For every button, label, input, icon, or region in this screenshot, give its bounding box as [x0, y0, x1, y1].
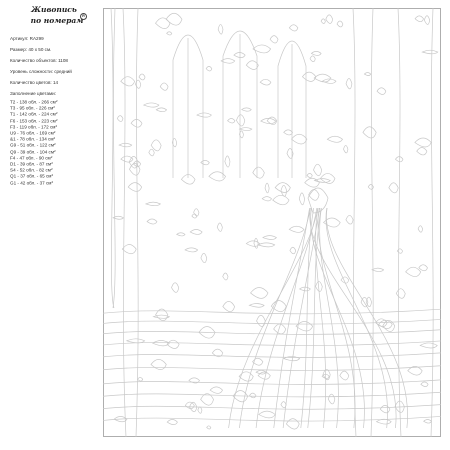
color-row-text: T1 - 142 обл. - 224 см	[10, 111, 56, 117]
article-line: Артикул: RA299	[10, 36, 44, 41]
color-row-unit-exponent: 2	[50, 154, 53, 159]
product-info	[10, 36, 100, 186]
canvas-border	[104, 9, 441, 437]
color-row-text: Q1 - 37 обл. - 65 см	[10, 173, 52, 179]
color-row-unit-exponent: 2	[55, 111, 58, 116]
difficulty-line: Уровень сложности: средний	[10, 69, 72, 74]
color-row-text: &1 - 78 обл. - 134 см	[10, 136, 54, 142]
color-row-unit-exponent: 2	[55, 123, 58, 128]
color-row-text: F4 - 47 обл. - 90 см	[10, 155, 51, 161]
color-row-unit-exponent: 2	[51, 173, 54, 178]
color-row-unit-exponent: 2	[53, 136, 56, 141]
color-row-text: F6 - 153 обл. - 223 см	[10, 118, 56, 124]
color-row-unit-exponent: 2	[55, 99, 58, 103]
color-row-text: U9 - 76 обл. - 169 см	[10, 130, 54, 136]
color-list	[10, 99, 100, 186]
color-row-text: Q9 - 39 обл. - 104 см	[10, 149, 55, 155]
line-art	[103, 8, 441, 437]
color-row-text: D1 - 39 обл. - 87 см	[10, 161, 52, 167]
color-row-text: F3 - 119 обл. - 172 см	[10, 124, 56, 130]
color-row-unit-exponent: 2	[54, 142, 56, 147]
color-row-unit-exponent: 2	[54, 148, 56, 153]
color-row-unit-exponent: 2	[51, 179, 54, 184]
color-row	[10, 180, 100, 186]
color-row-unit-exponent: 2	[51, 161, 53, 166]
brand-line-2: по номерам	[30, 16, 84, 25]
color-row-text: G9 - 51 обл. - 122 см	[10, 142, 55, 148]
brand-line-1: Живопись	[31, 5, 77, 14]
color-row-unit-exponent: 2	[53, 130, 56, 135]
objects-line: Количество объектов: 1108	[10, 58, 68, 63]
color-row-unit-exponent: 2	[50, 167, 53, 172]
color-row-unit-exponent: 2	[55, 117, 58, 122]
color-row-text: S4 - 52 обл. - 82 см	[10, 167, 51, 173]
fill-heading: Заполнение цветами:	[10, 91, 57, 96]
registered-mark: R	[80, 13, 87, 20]
colors-count-line: Количество цветов: 14	[10, 80, 59, 85]
color-row-text: T3 - 95 обл. - 226 см	[10, 105, 54, 111]
color-row-unit-exponent: 2	[53, 105, 55, 110]
color-row-text: G1 - 42 обл. - 37 см	[10, 180, 52, 186]
size-line: Размер: 40 х 50 см.	[10, 47, 52, 52]
coloring-canvas	[103, 8, 441, 437]
color-row-text: T2 - 138 обл. - 266 см	[10, 99, 56, 105]
